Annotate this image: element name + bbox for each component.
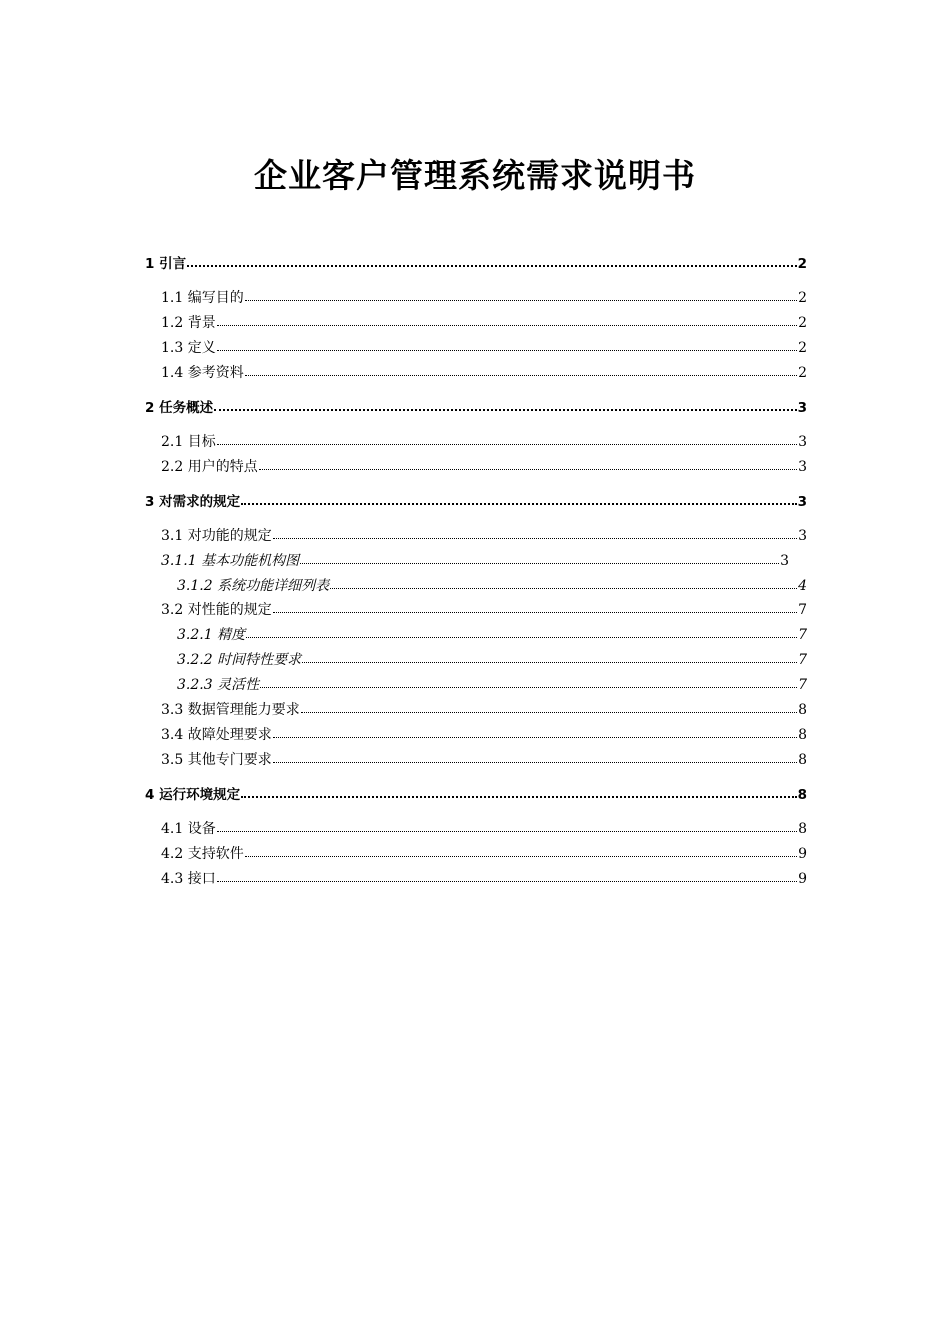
toc-leader [187,254,797,268]
toc-entry[interactable] [161,432,807,451]
toc-leader [273,750,797,764]
toc-leader [217,432,797,446]
toc-entry-label: 2.2 用户的特点 [161,459,258,475]
toc-entry-label: 3.1 对功能的规定 [161,528,272,544]
toc-entry-page: 9 [798,871,807,887]
toc-entry-label: 3.2.2 时间特性要求 [177,652,302,668]
toc-entry-page: 4 [798,578,807,594]
toc-entry-label: 1 引言 [145,256,187,272]
toc-leader [246,625,797,639]
toc-entry[interactable] [161,363,807,382]
toc-entry[interactable] [145,492,807,511]
toc-entry-page: 8 [798,752,807,768]
toc-entry[interactable] [161,819,807,838]
toc-leader [330,576,797,590]
toc-entry-page: 8 [798,702,807,718]
toc-leader [273,600,797,614]
toc-entry-label: 1.1 编写目的 [161,290,244,306]
toc-leader [273,725,797,739]
toc-entry[interactable] [161,725,807,744]
toc-entry-label: 1.3 定义 [161,340,216,356]
toc-leader [301,700,797,714]
toc-entry[interactable] [161,457,807,476]
toc-entry-label: 3.1.1 基本功能机构图 [161,553,300,569]
toc-entry-page: 3 [780,553,789,569]
toc-entry-page: 3 [797,494,807,510]
toc-entry[interactable] [161,288,807,307]
toc-entry-label: 3.4 故障处理要求 [161,727,272,743]
toc-leader [217,338,797,352]
toc-entry[interactable] [145,254,807,273]
toc-entry-page: 3 [798,528,807,544]
toc-entry-page: 2 [798,340,807,356]
toc-leader [245,844,797,858]
toc-entry[interactable] [161,526,807,545]
toc-entry-page: 3 [798,459,807,475]
toc-leader [273,526,797,540]
toc-entry-page: 8 [798,821,807,837]
toc-entry-label: 3.2.1 精度 [177,627,246,643]
toc-entry[interactable] [161,313,807,332]
toc-leader [241,785,797,799]
toc-entry-page: 7 [798,602,807,618]
toc-entry-label: 4.1 设备 [161,821,216,837]
toc-leader [217,819,797,833]
toc-leader [300,551,779,565]
toc-entry[interactable] [177,625,807,644]
toc-entry[interactable] [177,675,807,694]
toc-entry[interactable] [161,700,807,719]
toc-entry[interactable] [161,869,807,888]
toc-entry-label: 1.4 参考资料 [161,365,244,381]
toc-entry-page: 8 [797,787,807,803]
toc-entry[interactable] [145,398,807,417]
toc-entry-page: 7 [798,627,807,643]
toc-entry-label: 3.1.2 系统功能详细列表 [177,578,330,594]
toc-entry[interactable] [177,576,807,595]
toc-entry[interactable] [161,338,807,357]
toc-entry-label: 2 任务概述 [145,400,214,416]
toc-entry-label: 4.3 接口 [161,871,216,887]
toc-entry[interactable] [161,750,807,769]
toc-entry[interactable] [161,844,807,863]
toc-entry[interactable] [161,551,789,570]
toc-entry-label: 4 运行环境规定 [145,787,241,803]
toc-entry-page: 9 [798,846,807,862]
toc-leader [241,492,797,506]
toc-leader [245,288,797,302]
toc-entry-page: 2 [798,290,807,306]
toc-leader [259,457,797,471]
toc-leader [302,650,797,664]
toc-leader [217,869,797,883]
toc-entry-label: 1.2 背景 [161,315,216,331]
toc-entry-label: 3 对需求的规定 [145,494,241,510]
toc-leader [260,675,797,689]
toc-entry-label: 3.2.3 灵活性 [177,677,260,693]
toc-entry-page: 2 [798,365,807,381]
toc-entry-label: 3.5 其他专门要求 [161,752,272,768]
toc-entry-label: 3.3 数据管理能力要求 [161,702,300,718]
toc-leader [217,313,797,327]
toc-entry[interactable] [161,600,807,619]
toc-leader [214,398,797,412]
document-title: 企业客户管理系统需求说明书 [254,156,696,195]
toc-entry-page: 3 [798,434,807,450]
toc-entry-page: 7 [798,652,807,668]
toc-leader [245,363,797,377]
toc-entry-label: 3.2 对性能的规定 [161,602,272,618]
toc-entry-page: 3 [797,400,807,416]
toc-entry-page: 2 [798,315,807,331]
toc-entry[interactable] [177,650,807,669]
toc-entry-page: 7 [798,677,807,693]
toc-entry-page: 8 [798,727,807,743]
toc-entry-label: 4.2 支持软件 [161,846,244,862]
toc-entry[interactable] [145,785,807,804]
toc-entry-page: 2 [797,256,807,272]
toc-entry-label: 2.1 目标 [161,434,216,450]
